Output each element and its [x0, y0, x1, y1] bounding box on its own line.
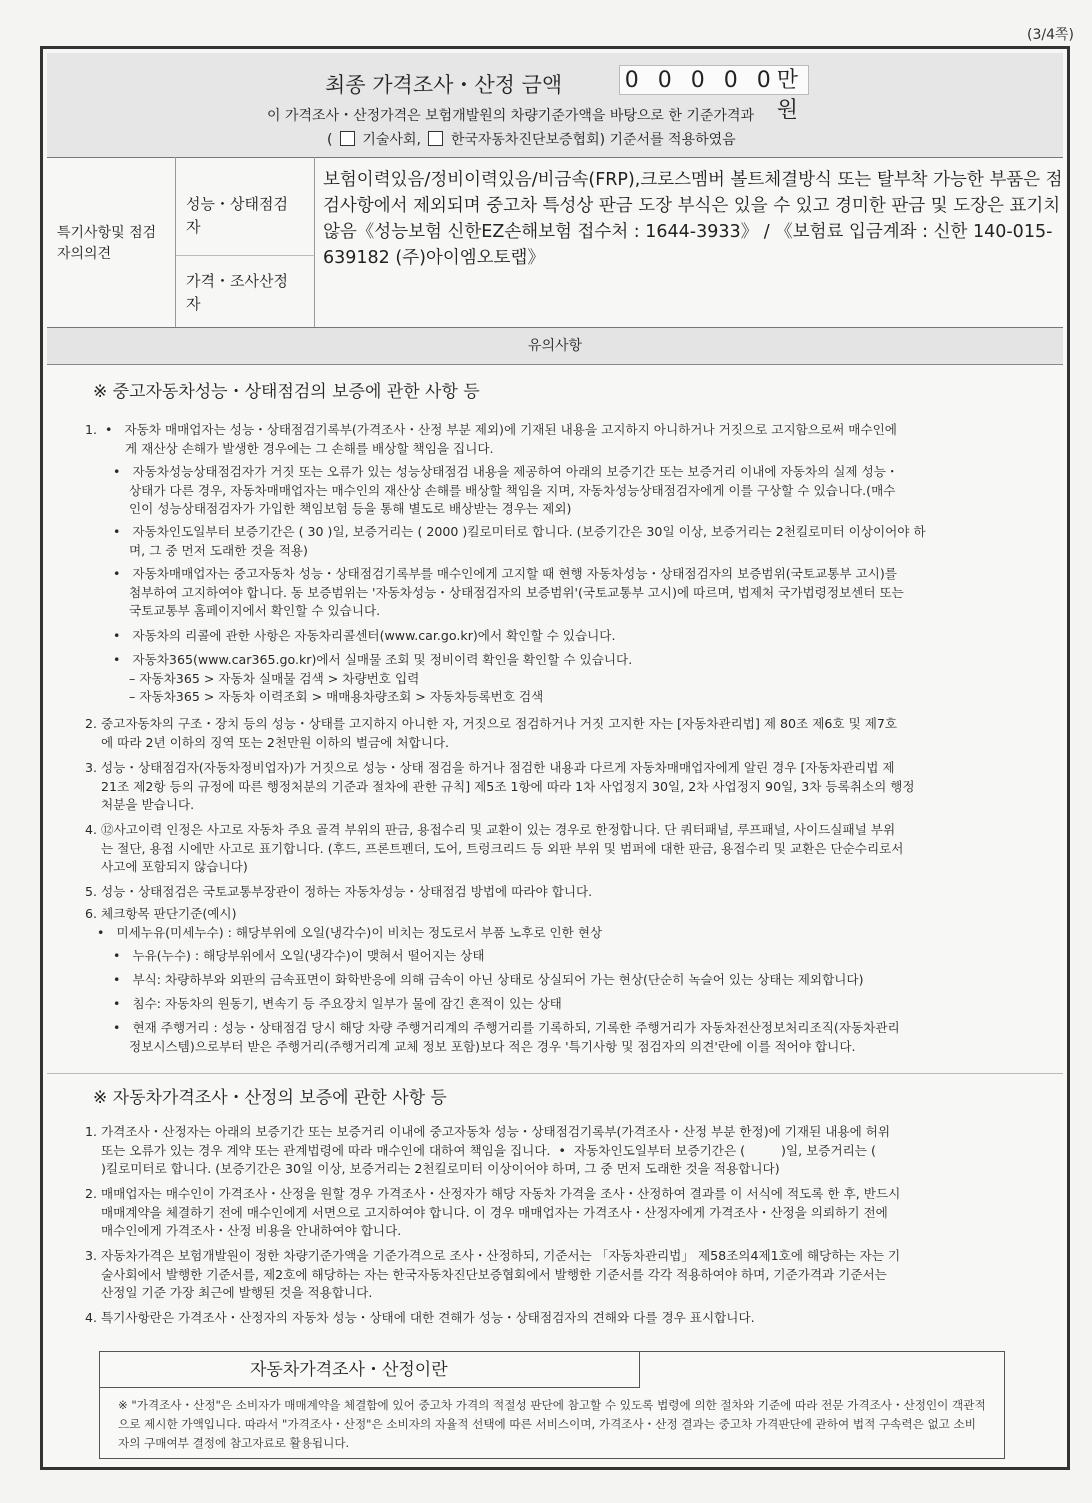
list-item: • 누유(누수) : 해당부위에서 오일(냉각수)이 맺혀서 떨어지는 상태: [113, 948, 485, 963]
price-note-line1: 이 가격조사・산정가격은 보험개발원의 차량기준가액을 바탕으로 한 기준가격과: [267, 108, 754, 124]
price-assessor-label: 가격・조사산정 자: [186, 272, 288, 313]
section2-title: ※ 자동차가격조사・산정의 보증에 관한 사항 등: [93, 1088, 447, 1108]
price-assessment-info-box: [99, 1351, 1005, 1459]
list-item: • 자동차인도일부터 보증기간은 ( 30 )일, 보증거리는 ( 2000 )킬로미터로 합니다. (보증기간은 30일 이상, 보증거리는 2천킬로미터 이상이어야 하 며, 그 중 먼저 도래한 것을 적용): [113, 524, 926, 558]
info-box-title: 자동차가격조사・산정이란: [100, 1352, 640, 1388]
list-item: • 자동차성능상태점검자가 거짓 또는 오류가 있는 성능상태점검 내용을 제공하여 아래의 보증기간 또는 보증거리 이내에 자동차의 실제 성능・ 상태가 다른 경우, 자동차매매업자는 매수인의 재산상 손해를 배상할 책임을 지며, 자동차성능상태점검자에게 이를 구상할 수 있습니다.(매수 인이 성능상태점검자가 가입한 책임보험 등을 통해 별도로 배상받는 경우는 제외): [113, 464, 899, 517]
section-divider: [47, 1073, 1063, 1074]
price-assessor-label-cell: [176, 256, 315, 327]
checkbox-engineers-society[interactable]: [340, 131, 355, 146]
option-kaida: 한국자동차진단보증협회) 기준서를 적용하였음: [450, 132, 736, 148]
price-unit: 만원: [776, 68, 804, 123]
list-item: 1. 가격조사・산정자는 아래의 보증기간 또는 보증거리 이내에 중고자동차 성능・상태점검기록부(가격조사・산정 부분 한정)에 기재된 내용에 허위 또는 오류가 있는 경우 계약 또는 관계법령에 따라 매수인에 대하여 책임을 집니다. • 자동차인도일부터 보증기간은 ( )일, 보증거리는 ( )킬로미터로 합니다. (보증기간은 30일 이상, 보증거리는 2천킬로미터 이상이어야 하며, 그 중 먼저 도래한 것을 적용합니다): [85, 1124, 891, 1177]
list-item: 3. 성능・상태점검자(자동차정비업자)가 거짓으로 성능・상태 점검을 하거나 점검한 내용과 다르게 자동차매매업자에게 알린 경우 [자동차관리법 제 21조 제2항 등의 규정에 따른 행정처분의 기준과 절차에 관한 규칙] 제5조 1항에 따라 1차 사업정지 30일, 2차 사업정지 90일, 3차 등록취소의 행정 처분을 받습니다.: [85, 760, 915, 813]
list-item: • 침수: 자동차의 원동기, 변속기 등 주요장치 일부가 물에 잠긴 흔적이 있는 상태: [113, 996, 562, 1011]
list-item: • 자동차의 리콜에 관한 사항은 자동차리콜센터(www.car.go.kr)에서 확인할 수 있습니다.: [113, 628, 616, 643]
list-item: • 현재 주행거리 : 성능・상태점검 당시 해당 차량 주행거리계의 주행거리를 기록하되, 기록한 주행거리가 자동차전산정보처리조직(자동차관리 정보시스템)으로부터 받은 주행거리(주행거리계 교체 정보 포함)보다 적은 경우 '특기사항 및 점검자의 의견'란에 이를 적어야 합니다.: [113, 1020, 900, 1054]
list-item: 4. 특기사항란은 가격조사・산정자의 자동차 성능・상태에 대한 견해가 성능・상태점검자의 견해와 다를 경우 표시합니다.: [85, 1310, 755, 1325]
price-note-line2: [327, 129, 736, 149]
option-engineers-society: 기술사회,: [362, 132, 421, 148]
list-item: • 자동차매매업자는 중고자동차 성능・상태점검기록부를 매수인에게 고지할 때 현행 자동차성능・상태점검자의 보증범위(국토교통부 고시)를 첨부하여 고지하여야 합니다. 동 보증범위는 '자동차성능・상태점검자의 보증범위'(국토교통부 고시)에 따르며, 법제처 국가법령정보센터 또는 국토교통부 홈페이지에서 확인할 수 있습니다.: [113, 566, 904, 619]
price-value-field: [619, 65, 809, 123]
list-item: 5. 성능・상태점검은 국토교통부장관이 정하는 자동차성능・상태점검 방법에 따라야 합니다.: [85, 884, 593, 899]
section1-title: ※ 중고자동차성능・상태점검의 보증에 관한 사항 등: [93, 382, 480, 402]
list-item: 3. 자동차가격은 보험개발원이 정한 차량기준가액을 기준가격으로 조사・산정하되, 기준서는 「자동차관리법」 제58조의4제1호에 해당하는 자는 기 술사회에서 발행한 기준서를, 제2호에 해당하는 자는 한국자동차진단보증협회에서 발행한 기준서를 각각 적용하여야 하며, 기준가격과 기준서는 산정일 기준 가장 최근에 발행된 것을 적용합니다.: [85, 1248, 901, 1301]
opinion-row-label-cell: [47, 157, 176, 327]
checkbox-kaida[interactable]: [428, 131, 443, 146]
opinion-section: [47, 157, 1063, 328]
list-item: • 자동차365(www.car365.go.kr)에서 실매물 조회 및 정비이력 확인을 확인할 수 있습니다. – 자동차365 > 자동차 실매물 검색 > 차량번호 입력 – 자동차365 > 자동차 이력조회 > 매매용차량조회 > 자동차등록번호 검색: [113, 652, 633, 705]
inspector-label-cell: [176, 157, 315, 256]
price-label: 최종 가격조사・산정 금액: [325, 73, 563, 97]
list-item: 2. 중고자동차의 구조・장치 등의 성능・상태를 고지하지 아니한 자, 거짓으로 점검하거나 거짓 고지한 자는 [자동차관리법] 제 80조 제6호 및 제7호 에 따라 2년 이하의 징역 또는 2천만원 이하의 벌금에 처합니다.: [85, 716, 898, 750]
list-item: • 부식: 차량하부와 외판의 금속표면이 화학반응에 의해 금속이 아닌 상태로 상실되어 가는 현상(단순히 녹슬어 있는 상태는 제외합니다): [113, 972, 864, 987]
page-number: (3/4쪽): [1027, 27, 1074, 43]
final-price-section: [47, 53, 1063, 158]
opinion-row-label: 특기사항및 점검자의의견: [57, 225, 157, 262]
document-frame: [40, 46, 1070, 1470]
list-item: 4. ⑫사고이력 인정은 사고로 자동차 주요 골격 부위의 판금, 용접수리 및 교환이 있는 경우로 한정합니다. 단 쿼터패널, 루프패널, 사이드실패널 부위 는 절단, 용접 시에만 사고로 표기합니다. (후드, 프론트펜더, 도어, 트렁크리드 등 외판 부위 및 범퍼에 대한 판금, 용접수리 및 교환은 단순수리로서 사고에 포함되지 않습니다): [85, 822, 904, 875]
inspector-label: 성능・상태점검 자: [186, 195, 288, 236]
inspector-opinion-text: 보험이력있음/정비이력있음/비금속(FRP),크로스멤버 볼트체결방식 또는 탈부착 가능한 부품은 점검사항에서 제외되며 중고차 특성상 판금 도장 부식은 있을 수 있고 경미한 판금 및 도장은 표기치 않음《성능보험 신한EZ손해보험 접수처 : 1644-3933》 / 《보험료 입금계좌 : 신한 140-015-639182 (주)아이엠오토랩》: [323, 170, 1063, 268]
list-item: 6. 체크항목 판단기준(예시) • 미세누유(미세누수) : 해당부위에 오일(냉각수)이 비치는 정도로서 부품 노후로 인한 현상: [85, 906, 603, 940]
list-item: 1. • 자동차 매매업자는 성능・상태점검기록부(가격조사・산정 부분 제외)에 기재된 내용을 고지하지 아니하거나 거짓으로 고지함으로써 매수인에 게 재산상 손해가 발생한 경우에는 그 손해를 배상할 책임을 집니다.: [85, 422, 897, 456]
price-value: 0 0 0 0 0: [624, 68, 777, 93]
note-open-paren: (: [327, 132, 333, 148]
info-box-text: ※ "가격조사・산정"은 소비자가 매매계약을 체결함에 있어 중고차 가격의 적절성 판단에 참고할 수 있도록 법령에 의한 절차와 기준에 따라 전문 가격조사・산정인이 객관적으로 제시한 가액입니다. 따라서 "가격조사・산정"은 소비자의 자율적 선택에 따른 서비스이며, 가격조사・산정 결과는 중고차 가격판단에 관하여 법적 구속력은 없고 소비자의 구매여부 결정에 참고자료로 활용됩니다.: [118, 1398, 986, 1450]
notes-header: 유의사항: [47, 328, 1063, 365]
list-item: 2. 매매업자는 매수인이 가격조사・산정을 원할 경우 가격조사・산정자가 해당 자동차 가격을 조사・산정하여 결과를 이 서식에 적도록 한 후, 반드시 매매계약을 체결하기 전에 매수인에게 서면으로 고지하여야 합니다. 이 경우 매매업자는 가격조사・산정자에게 가격조사・산정을 의뢰하기 전에 매수인에게 가격조사・산정 비용을 안내하여야 합니다.: [85, 1186, 901, 1239]
